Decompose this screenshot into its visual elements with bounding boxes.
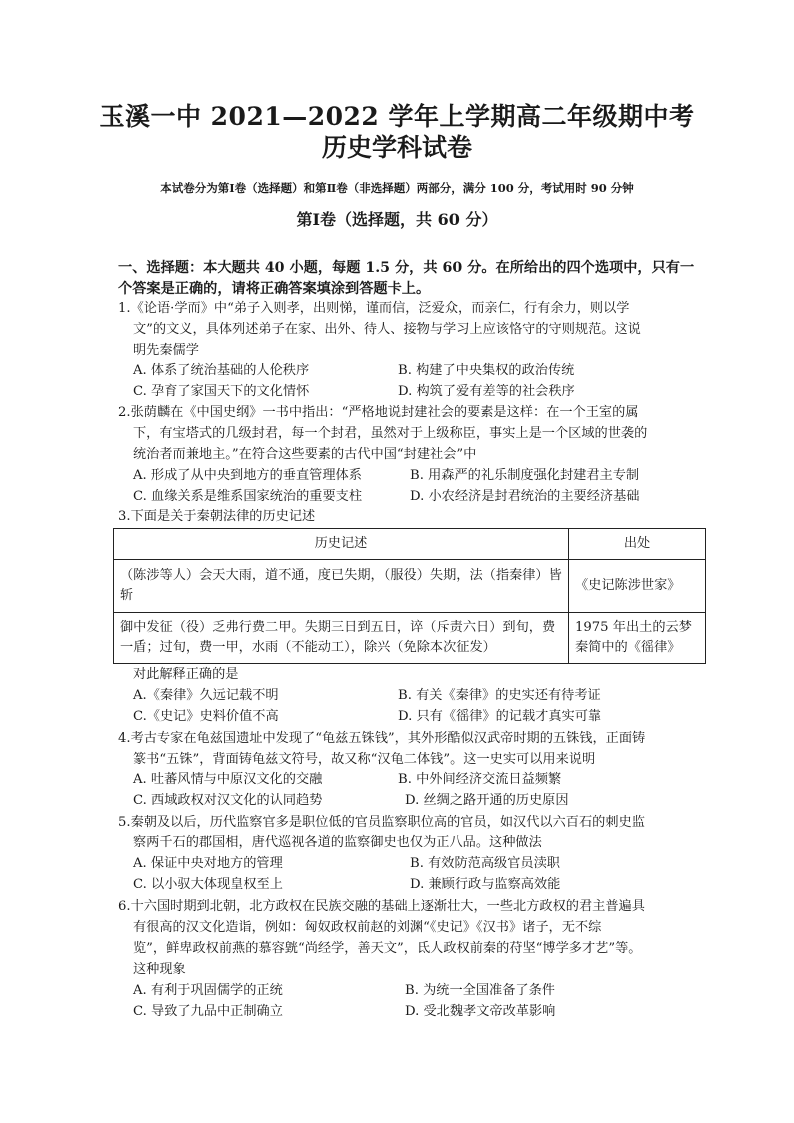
- q1-stem-line3: 明先秦儒学: [133, 343, 199, 358]
- q4-option-b: B. 中外间经济交流日益频繁: [398, 772, 562, 787]
- exam-title-line1: 玉溪一中 2021—2022 学年上学期高二年级期中考: [99, 102, 695, 131]
- q2-stem-line3: 统治者而兼地主。”在符合这些要素的古代中国“封建社会”中: [133, 447, 477, 462]
- q1-option-c: C. 孕育了家国天下的文化情怀: [133, 384, 310, 399]
- q2-option-d: D. 小农经济是封君统治的主要经济基础: [410, 489, 640, 504]
- q3-option-d: D. 只有《徭律》的记载才真实可靠: [398, 709, 602, 724]
- q6-stem-line2: 有很高的汉文化造诣，例如：匈奴政权前赵的刘渊“《史记》《汉书》诸子，无不综: [133, 920, 602, 935]
- q5-option-a: A. 保证中央对地方的管理: [133, 856, 283, 871]
- q1-option-b: B. 构建了中央集权的政治传统: [398, 363, 575, 378]
- q4-option-d: D. 丝绸之路开通的历史原因: [405, 793, 569, 808]
- q1-stem-line1: 1.《论语·学而》中“弟子入则孝，出则悌，谨而信，泛爱众，而亲仁，行有余力，则以学: [118, 301, 630, 316]
- q5-stem-line2: 察两千石的郡国相，唐代巡视各道的监察御史也仅为正八品。这种做法: [133, 835, 542, 850]
- q3-option-c: C.《史记》史料价值不高: [133, 709, 279, 724]
- q6-option-a: A. 有利于巩固儒学的正统: [133, 983, 283, 998]
- exam-note: 本试卷分为第Ⅰ卷（选择题）和第Ⅱ卷（非选择题）两部分，满分 100 分，考试用时 90 分钟: [160, 181, 634, 195]
- table-header-row: [114, 529, 706, 560]
- table-row: [114, 560, 706, 613]
- q1-option-d: D. 构筑了爱有差等的社会秩序: [398, 384, 575, 399]
- q5-option-b: B. 有效防范高级官员渎职: [410, 856, 560, 871]
- table-header-record: 历史记述: [114, 529, 569, 560]
- q6-stem-line3: 览”，鲜卑政权前燕的慕容皝“尚经学，善天文”，氐人政权前秦的苻坚“博学多才艺”等。: [133, 941, 642, 956]
- q2-option-c: C. 血缘关系是维系国家统治的重要支柱: [133, 489, 363, 504]
- q2-stem-line2: 下，有宝塔式的几级封君，每一个封君，虽然对于上级称臣，事实上是一个区域的世袭的: [133, 426, 648, 441]
- instructions-line1: 一、选择题：本大题共 40 小题，每题 1.5 分，共 60 分。在所给出的四个选项中，只有一: [118, 260, 695, 276]
- q6-stem-line4: 这种现象: [133, 962, 186, 977]
- table-cell-record: （陈涉等人）会天大雨，道不通，度已失期，（服役）失期，法（指秦律）皆斩: [114, 560, 569, 613]
- table-cell-record: 御中发征（役）乏弗行费二甲。失期三日到五日，谇（斥责六日）到旬，费一盾；过旬，费一甲，水雨（不能动工），除兴（免除本次征发）: [114, 613, 569, 664]
- q6-option-b: B. 为统一全国准备了条件: [405, 983, 555, 998]
- exam-title-line2: 历史学科试卷: [321, 133, 472, 162]
- instructions-line2: 个答案是正确的，请将正确答案填涂到答题卡上。: [118, 281, 431, 297]
- q4-stem-line1: 4.考古专家在龟兹国遗址中发现了“龟兹五铢钱”，其外形酷似汉武帝时期的五铢钱，正面铸: [118, 731, 646, 746]
- q3-intro: 3.下面是关于秦朝法律的历史记述: [118, 509, 316, 524]
- table-cell-source: 《史记陈涉世家》: [569, 560, 706, 613]
- q6-stem-line1: 6.十六国时期到北朝，北方政权在民族交融的基础上逐渐壮大，一些北方政权的君主普遍具: [118, 899, 645, 914]
- q4-option-a: A. 吐蕃风情与中原汉文化的交融: [133, 772, 323, 787]
- q2-stem-line1: 2.张荫麟在《中国史纲》一书中指出：“严格地说封建社会的要素是这样：在一个王室的属: [118, 405, 639, 420]
- table-header-source: 出处: [569, 529, 706, 560]
- q5-stem-line1: 5.秦朝及以后，历代监察官多是职位低的官员监察职位高的官员，如汉代以六百石的刺史监: [118, 815, 645, 830]
- q4-stem-line2: 篆书“五铢”，背面铸龟兹文符号，故又称“汉龟二体钱”。这一史实可以用来说明: [133, 752, 596, 767]
- q2-option-b: B. 用森严的礼乐制度强化封建君主专制: [410, 468, 640, 483]
- q6-option-c: C. 导致了九品中正制确立: [133, 1004, 283, 1019]
- q6-option-d: D. 受北魏孝文帝改革影响: [405, 1004, 556, 1019]
- section-title: 第Ⅰ卷（选择题，共 60 分）: [296, 210, 498, 229]
- q2-option-a: A. 形成了从中央到地方的垂直管理体系: [133, 468, 362, 483]
- q1-option-a: A. 体系了统治基础的人伦秩序: [133, 363, 310, 378]
- q3-stem: 对此解释正确的是: [133, 667, 239, 682]
- q3-option-a: A.《秦律》久远记载不明: [133, 688, 279, 703]
- q5-option-c: C. 以小驭大体现皇权至上: [133, 877, 283, 892]
- table-row: [114, 613, 706, 664]
- q4-option-c: C. 西域政权对汉文化的认同趋势: [133, 793, 323, 808]
- q1-stem-line2: 文”的文义，具体列述弟子在家、出外、待人、接物与学习上应该恪守的守则规范。这说: [133, 322, 641, 337]
- q5-option-d: D. 兼顾行政与监察高效能: [410, 877, 561, 892]
- table-cell-source: 1975 年出土的云梦秦简中的《徭律》: [569, 613, 706, 664]
- history-records-table: [113, 528, 706, 664]
- q3-option-b: B. 有关《秦律》的史实还有待考证: [398, 688, 601, 703]
